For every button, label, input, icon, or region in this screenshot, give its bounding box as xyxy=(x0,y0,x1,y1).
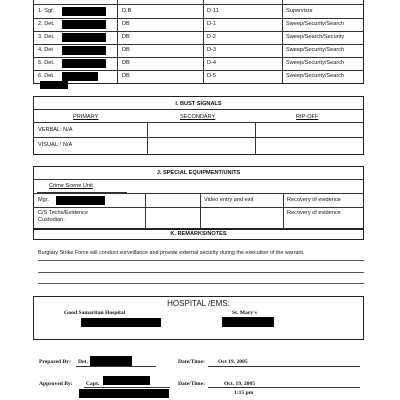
personnel-cell-name: 6. Det. xyxy=(38,73,55,79)
equipment-mgr-task: Video entry and exit xyxy=(204,197,254,203)
personnel-cell-name: 5. Det. xyxy=(38,60,55,66)
personnel-row-rule xyxy=(33,57,364,58)
remarks-title: K. REMARKS/NOTES xyxy=(170,231,227,237)
prepared-by-redaction xyxy=(90,356,132,366)
prepared-by-label: Prepared By: xyxy=(39,359,71,365)
personnel-cell-name: 2. Det. xyxy=(38,21,55,27)
equipment-col-divider-1 xyxy=(145,193,146,229)
bust-col-divider-2 xyxy=(255,122,256,155)
personnel-name-redaction xyxy=(62,46,106,55)
bust-verbal: VERBAL: N/A xyxy=(38,127,73,133)
personnel-cell-duty: Sweep/Security/Search xyxy=(286,47,345,53)
hospital-left-redaction xyxy=(81,318,161,327)
prepared-datetime: Oct 19, 2005 xyxy=(218,359,248,365)
bust-col-primary: PRIMARY xyxy=(73,114,99,120)
equipment-mgr-duty: Recovery of evidence xyxy=(287,197,341,203)
prepared-datetime-line xyxy=(208,366,360,367)
bust-row-rule-2 xyxy=(33,137,364,138)
equipment-cs-duty: Recovery of evidence xyxy=(287,210,341,216)
equipment-mgr: Mgr. xyxy=(38,197,49,203)
personnel-cell-code: D-11 xyxy=(207,8,219,14)
prepared-datetime-label: Date/Time: xyxy=(178,359,205,365)
personnel-cell-code: D-1 xyxy=(207,21,217,27)
personnel-cell-name: 3. Det. xyxy=(38,34,55,40)
personnel-cell-name: 4. Det xyxy=(38,47,53,53)
approved-time: 1:15 pm xyxy=(234,390,254,396)
equipment-mgr-redaction xyxy=(56,196,105,205)
bust-col-secondary: SECONDARY xyxy=(180,114,216,120)
personnel-cell-duty: Sweep/Security/Search xyxy=(286,60,345,66)
personnel-cell-code: D-4 xyxy=(207,60,217,66)
personnel-cell-unit: DB xyxy=(122,47,130,53)
personnel-cell-code: D-5 xyxy=(207,73,217,79)
personnel-cell-duty: Sweep/Security/Search xyxy=(286,21,345,27)
personnel-cell-code: D-2 xyxy=(207,34,217,40)
remarks-text: Burglary Strike Force will conduct surveillance and provide external security during the execution of the warrant. xyxy=(38,250,305,256)
bust-signals-title-rule xyxy=(33,109,364,110)
hospital-right: St. Mary's xyxy=(232,310,257,316)
prepared-by-rank: Det. xyxy=(78,359,88,365)
approved-by-line xyxy=(84,387,170,388)
approved-datetime: Oct. 19, 2005 xyxy=(224,381,256,387)
hospital-right-redaction xyxy=(222,317,274,327)
personnel-name-redaction-extra xyxy=(40,81,68,89)
hospital-title: HOSPITAL /EMS: xyxy=(167,299,230,308)
personnel-name-redaction xyxy=(62,20,106,29)
bust-signals-title: I. BUST SIGNALS xyxy=(175,101,222,107)
personnel-col-divider-3 xyxy=(282,0,283,84)
equipment-col-divider-3 xyxy=(283,193,284,229)
personnel-header-rule xyxy=(33,4,364,5)
approved-by-redaction xyxy=(103,376,150,385)
bust-row-rule-1 xyxy=(33,122,364,123)
remarks-line-1 xyxy=(38,260,364,261)
bust-col-divider-1 xyxy=(147,122,148,155)
equipment-row-rule-3 xyxy=(33,207,364,208)
personnel-cell-unit: DB xyxy=(122,34,130,40)
remarks-line-2 xyxy=(38,272,364,273)
personnel-cell-duty: Sweep/Security/Search xyxy=(286,73,345,79)
personnel-name-redaction xyxy=(62,59,106,68)
equipment-title-rule xyxy=(33,179,364,180)
personnel-cell-duty: Supervisor xyxy=(286,8,313,14)
equipment-cs-techs: C/S Techs/Evidence Custodian. xyxy=(38,210,88,223)
personnel-name-redaction xyxy=(62,72,98,81)
personnel-name-redaction xyxy=(62,33,106,42)
personnel-row-rule xyxy=(33,44,364,45)
remarks-line-3 xyxy=(38,283,364,284)
personnel-cell-unit: D.B xyxy=(122,8,132,14)
hospital-left: Good Samaritan Hospital xyxy=(64,310,126,316)
approved-by-label: Approved By: xyxy=(39,381,73,387)
prepared-by-line xyxy=(76,366,156,367)
personnel-cell-unit: DB xyxy=(122,60,130,66)
bust-col-ripoff: RIP-OFF xyxy=(296,114,319,120)
personnel-cell-unit: DB xyxy=(122,21,130,27)
personnel-row-rule xyxy=(33,31,364,32)
bust-visual: VISUAL:¹ N/A xyxy=(38,142,73,148)
equipment-title: J. SPECIAL EQUIPMENT/UNITS xyxy=(156,170,241,176)
approved-datetime-line xyxy=(208,387,360,388)
personnel-row-rule xyxy=(33,70,364,71)
personnel-col-divider-2 xyxy=(203,0,204,84)
personnel-cell-code: D-3 xyxy=(207,47,217,53)
personnel-cell-duty: Sweep/Search/Security xyxy=(286,34,345,40)
equipment-unit-crime-scene: Crime Scene Unit xyxy=(49,183,93,189)
approved-by-redaction-2 xyxy=(79,389,169,398)
personnel-col-divider-1 xyxy=(117,0,118,84)
personnel-cell-name: 1. Sgt. xyxy=(38,8,55,14)
equipment-row-rule-2 xyxy=(33,193,364,194)
approved-by-rank: Capt. xyxy=(86,381,100,387)
approved-datetime-label: Date/Time: xyxy=(178,381,205,387)
personnel-row-rule xyxy=(33,18,364,19)
personnel-name-redaction xyxy=(62,7,106,16)
personnel-cell-unit: DB xyxy=(122,73,130,79)
equipment-col-divider-2 xyxy=(200,193,201,229)
